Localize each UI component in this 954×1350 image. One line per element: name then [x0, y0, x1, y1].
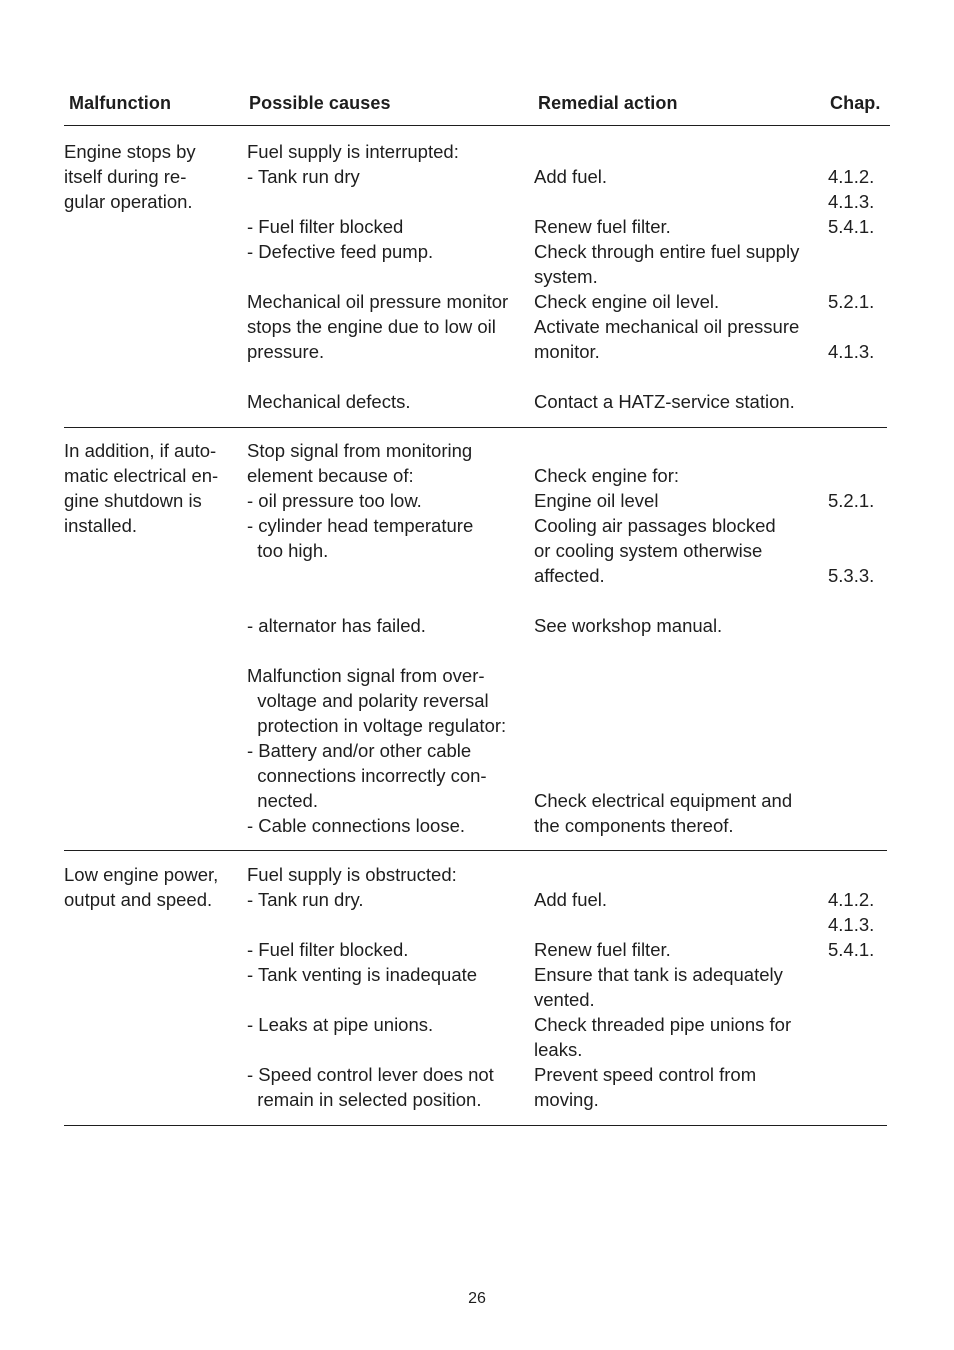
header-remedial-action: Remedial action: [538, 93, 678, 113]
chapter-cell: 4.1.2. 4.1.3. 5.4.1. 5.2.1. 4.1.3.: [828, 166, 875, 362]
row-divider: [64, 427, 887, 428]
remedial-action-cell: Check engine for: Engine oil level Cooling air passages blocked or cooling system otherwise affected. See workshop manual. Check electrical equipment and the components thereof.: [534, 465, 793, 836]
chapter-cell: 4.1.2. 4.1.3. 5.4.1.: [828, 889, 875, 960]
causes-cell: Fuel supply is obstructed: - Tank run dry. - Fuel filter blocked. - Tank venting is inadequate - Leaks at pipe unions. - Speed control lever does not remain in selected position.: [247, 864, 494, 1110]
causes-cell: Stop signal from monitoring element because of: - oil pressure too low. - cylinder head temperature too high. - alternator has failed. Malfunction signal from over- voltage and polarity reversal protection in voltage regulator: - Battery and/or other cable connections incorrectly con- nected. - Cable connections loose.: [247, 440, 507, 836]
causes-cell: Fuel supply is interrupted: - Tank run dry - Fuel filter blocked - Defective feed pump. Mechanical oil pressure monitor stops the engine due to low oil pressure. Mechanical defects.: [247, 141, 509, 412]
chapter-cell: 5.2.1. 5.3.3.: [828, 490, 875, 586]
header-possible-causes: Possible causes: [249, 93, 391, 113]
malfunction-cell: Engine stops by itself during re- gular operation.: [64, 141, 196, 212]
malfunction-cell: In addition, if auto- matic electrical en- gine shutdown is installed.: [64, 440, 219, 536]
header-malfunction: Malfunction: [69, 93, 172, 113]
header-chap: Chap.: [830, 93, 881, 113]
remedial-action-cell: Add fuel. Renew fuel filter. Ensure that tank is adequately vented. Check threaded pipe unions for leaks. Prevent speed control from moving.: [534, 889, 792, 1110]
page-number: 26: [468, 1290, 486, 1307]
malfunction-cell: Low engine power, output and speed.: [64, 864, 219, 910]
header-divider: [64, 125, 890, 126]
table-bottom-rule: [64, 1125, 887, 1126]
remedial-action-cell: Add fuel. Renew fuel filter. Check through entire fuel supply system. Check engine oil level. Activate mechanical oil pressure monitor. Contact a HATZ-service station.: [534, 166, 800, 412]
row-divider: [64, 850, 887, 851]
